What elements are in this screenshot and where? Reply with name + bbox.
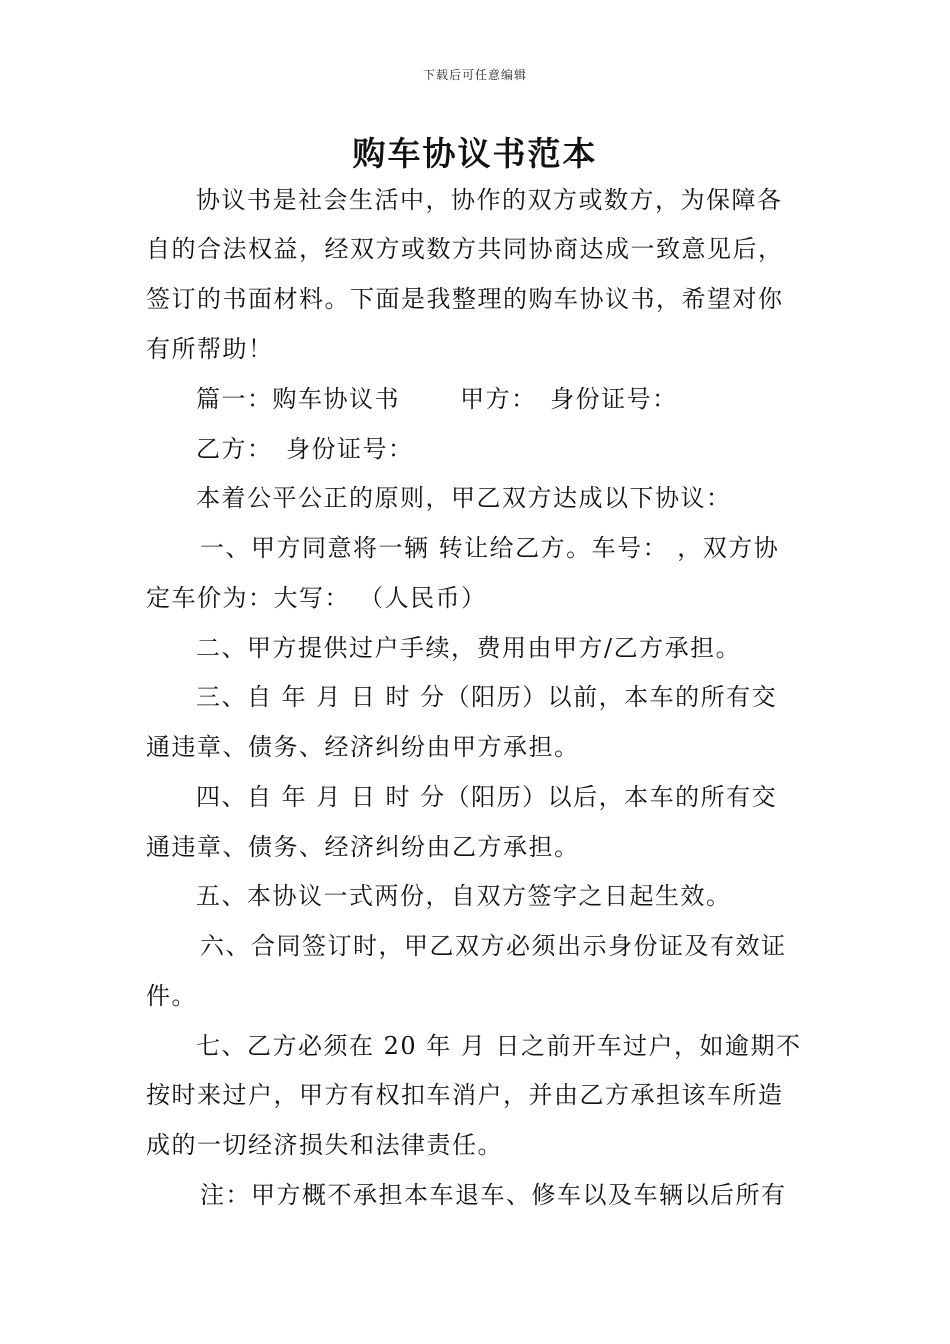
clause-line: 三、自 年 月 日 时 分（阳历）以前，本车的所有交 (196, 683, 778, 711)
clause-line: 一、甲方同意将一辆 转让给乙方。车号： ，双方协 (200, 534, 780, 562)
clause-line: 定车价为：大写： （人民币） (146, 584, 487, 612)
clause-line: 按时来过户，甲方有权扣车消户，并由乙方承担该车所造 (146, 1081, 784, 1109)
header-note: 下载后可任意编辑 (422, 68, 527, 82)
clause-line: 四、自 年 月 日 时 分（阳历）以后，本车的所有交 (196, 783, 778, 811)
clause-line: 通违章、债务、经济纠纷由乙方承担。 (146, 833, 580, 861)
paragraph-line: 有所帮助！ (146, 335, 274, 363)
clause-line: 通违章、债务、经济纠纷由甲方承担。 (146, 733, 580, 761)
clause-line: 六、合同签订时，甲乙双方必须出示身份证及有效证 (200, 932, 787, 960)
section-heading-line: 篇一：购车协议书 甲方： 身份证号： (196, 385, 678, 413)
clause-line: 件。 (146, 982, 197, 1010)
party-b-line: 乙方： 身份证号： (196, 435, 414, 463)
clause-line: 成的一切经济损失和法律责任。 (146, 1131, 503, 1159)
paragraph-line: 本着公平公正的原则，甲乙双方达成以下协议： (196, 484, 732, 512)
paragraph-line: 签订的书面材料。下面是我整理的购车协议书，希望对你 (146, 285, 784, 313)
paragraph-line: 协议书是社会生活中，协作的双方或数方，为保障各 (196, 186, 783, 214)
clause-line: 七、乙方必须在 20 年 月 日之前开车过户，如逾期不 (196, 1032, 802, 1060)
paragraph-line: 自的合法权益，经双方或数方共同协商达成一致意见后， (146, 235, 784, 263)
clause-line: 二、甲方提供过户手续，费用由甲方/乙方承担。 (196, 634, 742, 662)
clause-line: 五、本协议一式两份，自双方签字之日起生效。 (196, 882, 732, 910)
note-line: 注：甲方概不承担本车退车、修车以及车辆以后所有 (200, 1181, 787, 1209)
document-title: 购车协议书范本 (352, 134, 598, 173)
